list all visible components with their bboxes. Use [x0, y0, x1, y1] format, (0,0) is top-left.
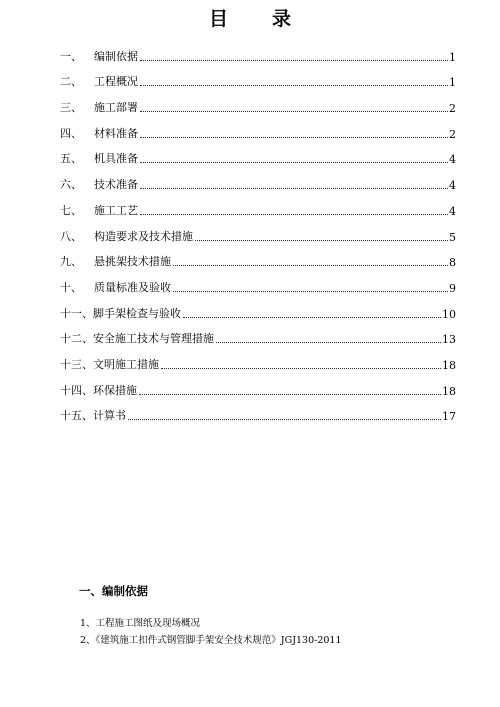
table-of-contents — [60, 38, 456, 423]
toc-entry[interactable] — [60, 372, 456, 398]
toc-entry[interactable] — [60, 166, 456, 192]
toc-number: 十四、 — [60, 383, 93, 397]
toc-entry[interactable] — [60, 89, 456, 115]
toc-entry[interactable] — [60, 115, 456, 141]
toc-label: 技术准备 — [94, 178, 138, 192]
toc-leader-dots — [216, 341, 441, 343]
page-title-part1: 目 — [208, 8, 228, 30]
toc-leader-dots — [173, 264, 448, 266]
toc-number: 十三、 — [60, 357, 93, 371]
toc-leader-dots — [140, 84, 448, 86]
toc-leader-dots — [140, 187, 448, 189]
toc-entry[interactable] — [60, 244, 456, 270]
toc-page-number: 4 — [449, 179, 456, 193]
page-title-part2: 录 — [272, 8, 292, 30]
toc-leader-dots — [140, 161, 448, 163]
toc-label: 脚手架检查与验收 — [93, 306, 181, 320]
toc-label: 计算书 — [93, 409, 126, 423]
toc-leader-dots — [161, 367, 441, 369]
toc-label: 材料准备 — [94, 126, 138, 140]
toc-page-number: 5 — [449, 230, 456, 244]
toc-entry[interactable] — [60, 269, 456, 295]
toc-leader-dots — [140, 213, 448, 215]
toc-entry[interactable] — [60, 295, 456, 321]
toc-leader-dots — [140, 59, 448, 61]
toc-entry[interactable] — [60, 38, 456, 64]
toc-number: 十二、 — [60, 332, 93, 346]
toc-leader-dots — [128, 418, 441, 420]
toc-page-number: 10 — [442, 307, 456, 321]
toc-number: 十一、 — [60, 306, 93, 320]
toc-number: 十五、 — [60, 409, 93, 423]
toc-label: 质量标准及验收 — [94, 280, 171, 294]
toc-label: 环保措施 — [93, 383, 137, 397]
toc-number: 五、 — [60, 152, 82, 166]
toc-label: 构造要求及技术措施 — [94, 229, 193, 243]
toc-label: 编制依据 — [94, 49, 138, 63]
toc-number: 十、 — [60, 280, 82, 294]
toc-leader-dots — [173, 290, 448, 292]
toc-entry[interactable] — [60, 218, 456, 244]
toc-label: 悬挑架技术措施 — [94, 255, 171, 269]
toc-page-number: 2 — [449, 127, 456, 141]
toc-entry[interactable] — [60, 141, 456, 167]
toc-entry[interactable] — [60, 346, 456, 372]
toc-number: 一、 — [60, 49, 82, 63]
toc-page-number: 8 — [449, 256, 456, 270]
toc-entry[interactable] — [60, 321, 456, 347]
toc-number: 四、 — [60, 126, 82, 140]
toc-page-number: 1 — [449, 50, 456, 64]
toc-page-number: 18 — [442, 358, 456, 372]
toc-number: 九、 — [60, 255, 82, 269]
toc-label: 工程概况 — [94, 75, 138, 89]
toc-page-number: 4 — [449, 204, 456, 218]
toc-leader-dots — [139, 393, 441, 395]
toc-page-number: 2 — [449, 102, 456, 116]
toc-entry[interactable] — [60, 192, 456, 218]
toc-entry[interactable] — [60, 64, 456, 90]
toc-label: 安全施工技术与管理措施 — [93, 332, 214, 346]
toc-number: 六、 — [60, 178, 82, 192]
toc-page-number: 17 — [442, 410, 456, 424]
toc-leader-dots — [195, 239, 448, 241]
toc-page-number: 13 — [442, 333, 456, 347]
toc-label: 机具准备 — [94, 152, 138, 166]
toc-number: 七、 — [60, 203, 82, 217]
toc-leader-dots — [140, 110, 448, 112]
toc-page-number: 1 — [449, 76, 456, 90]
toc-entry[interactable] — [60, 398, 456, 424]
toc-label: 施工部署 — [94, 101, 138, 115]
toc-leader-dots — [140, 136, 448, 138]
toc-label: 文明施工措施 — [93, 357, 159, 371]
body-paragraph: 2、《建筑施工扣件式钢管脚手架安全技术规范》JGJ130-2011 — [80, 635, 342, 646]
toc-leader-dots — [183, 316, 441, 318]
toc-page-number: 4 — [449, 153, 456, 167]
toc-number: 八、 — [60, 229, 82, 243]
toc-number: 三、 — [60, 101, 82, 115]
toc-page-number: 18 — [442, 384, 456, 398]
toc-number: 二、 — [60, 75, 82, 89]
toc-page-number: 9 — [449, 281, 456, 295]
page-title — [0, 4, 500, 31]
toc-label: 施工工艺 — [94, 203, 138, 217]
section-heading: 一、编制依据 — [79, 584, 148, 598]
body-paragraph: 1、工程施工图纸及现场概况 — [80, 618, 201, 629]
